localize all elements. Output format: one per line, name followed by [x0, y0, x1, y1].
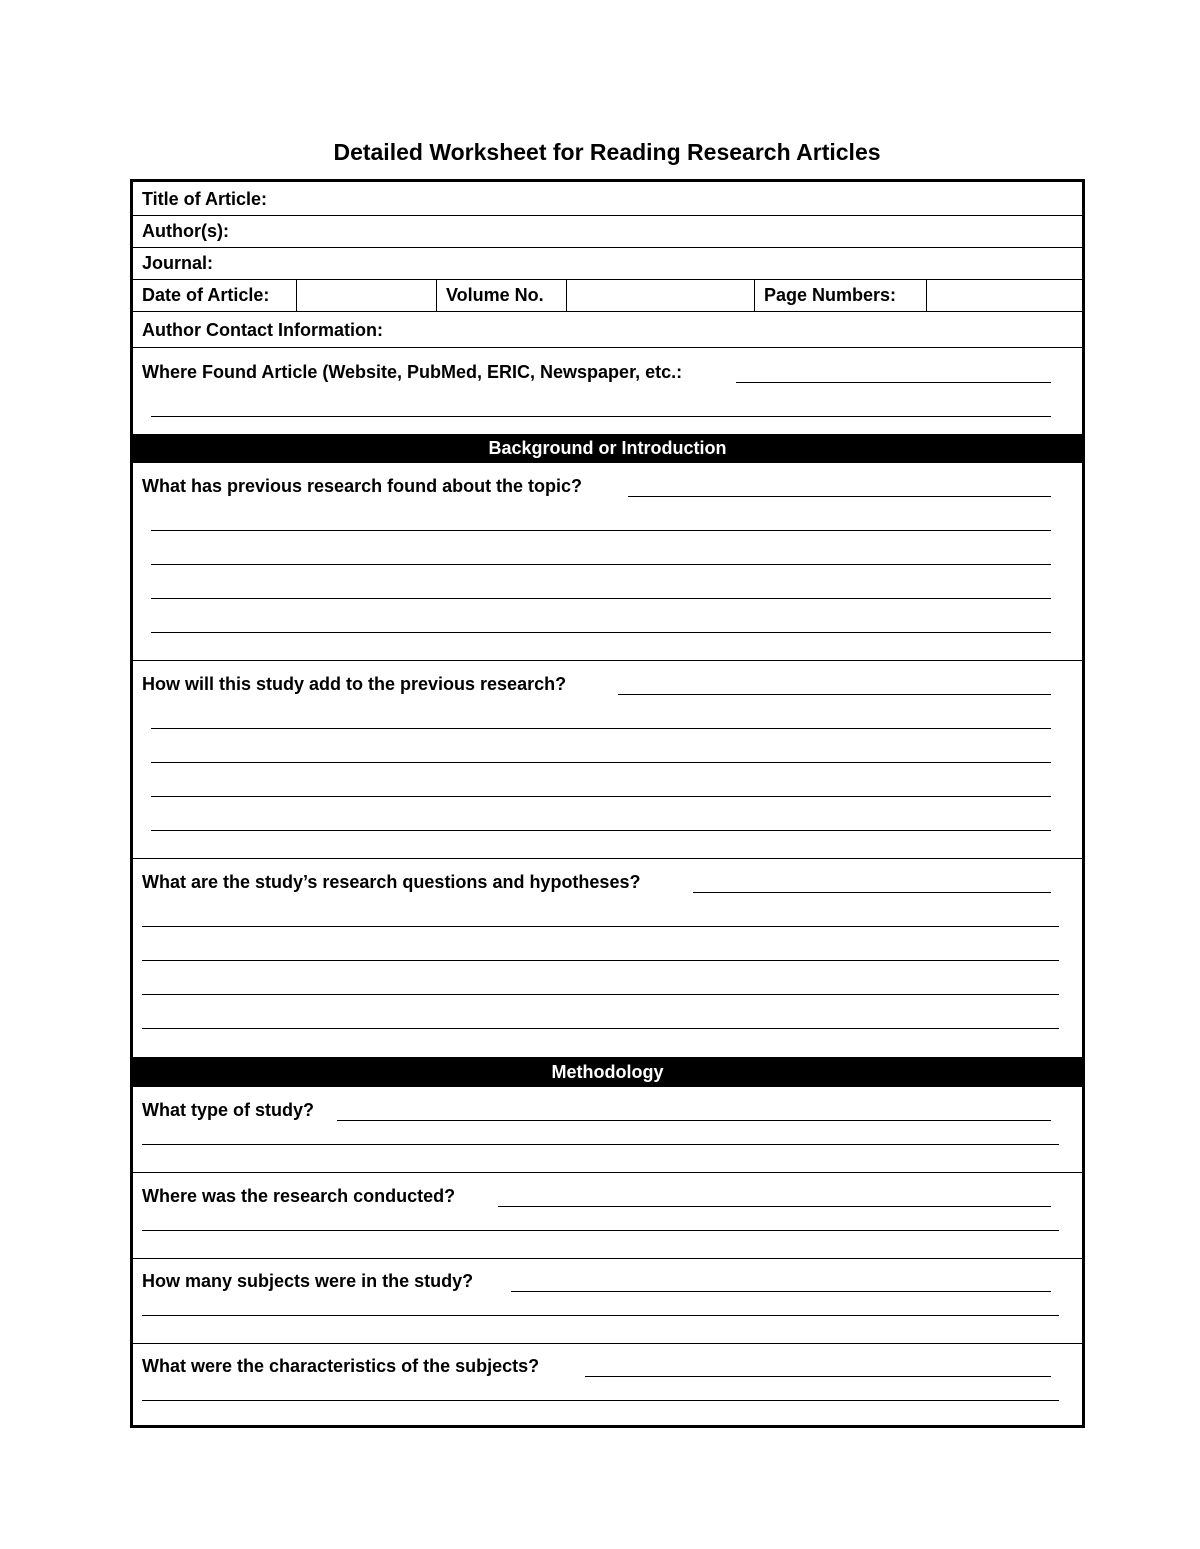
authors-row[interactable] [133, 216, 1082, 248]
background-section-header: Background or Introduction [133, 434, 1082, 463]
where-found-row [133, 348, 1082, 434]
title-of-article-row[interactable] [133, 182, 1082, 216]
journal-label: Journal: [142, 253, 214, 273]
answer-line[interactable] [142, 1028, 1059, 1029]
previous-research-question [133, 463, 1082, 661]
answer-line[interactable] [151, 830, 1051, 831]
question-label: How many subjects were in the study? [142, 1271, 474, 1291]
volume-no-field[interactable] [566, 280, 754, 311]
worksheet-form [130, 179, 1085, 1428]
date-label-cell [133, 280, 296, 311]
answer-line[interactable] [151, 762, 1051, 763]
answer-line[interactable] [151, 632, 1051, 633]
subject-characteristics-question [133, 1344, 1082, 1428]
answer-line[interactable] [628, 496, 1051, 497]
journal-row[interactable] [133, 248, 1082, 280]
pages-label-cell [754, 280, 926, 311]
research-questions-question [133, 859, 1082, 1058]
authors-label: Author(s): [142, 221, 229, 241]
answer-line[interactable] [142, 960, 1059, 961]
answer-line[interactable] [142, 1230, 1059, 1231]
answer-line[interactable] [151, 530, 1051, 531]
subject-count-question [133, 1259, 1082, 1344]
answer-line[interactable] [142, 1315, 1059, 1316]
answer-line[interactable] [693, 892, 1051, 893]
date-of-article-label: Date of Article: [142, 285, 270, 305]
research-location-question [133, 1173, 1082, 1259]
question-label: Where was the research conducted? [142, 1186, 456, 1206]
answer-line[interactable] [498, 1206, 1051, 1207]
title-of-article-label: Title of Article: [142, 189, 268, 209]
volume-label-cell [436, 280, 566, 311]
author-contact-row[interactable] [133, 312, 1082, 348]
date-volume-pages-row [133, 280, 1082, 312]
answer-line[interactable] [151, 416, 1051, 417]
answer-line[interactable] [142, 926, 1059, 927]
study-contribution-question [133, 661, 1082, 859]
answer-line[interactable] [142, 1400, 1059, 1401]
answer-line[interactable] [151, 796, 1051, 797]
answer-line[interactable] [151, 598, 1051, 599]
answer-line[interactable] [337, 1120, 1051, 1121]
answer-line[interactable] [585, 1376, 1051, 1377]
answer-line[interactable] [142, 994, 1059, 995]
question-label: How will this study add to the previous research? [142, 674, 567, 694]
answer-line[interactable] [142, 1144, 1059, 1145]
where-found-answer-line[interactable] [736, 382, 1051, 383]
page-title: Detailed Worksheet for Reading Research Articles [333, 139, 881, 165]
question-label: What were the characteristics of the subjects? [142, 1356, 540, 1376]
answer-line[interactable] [151, 564, 1051, 565]
methodology-section-header: Methodology [133, 1058, 1082, 1087]
author-contact-label: Author Contact Information: [142, 320, 383, 340]
page-numbers-label: Page Numbers: [764, 285, 897, 305]
question-label: What type of study? [142, 1100, 314, 1120]
volume-no-label: Volume No. [446, 285, 544, 305]
answer-line[interactable] [511, 1291, 1051, 1292]
question-label: What has previous research found about the topic? [142, 476, 583, 496]
where-found-label: Where Found Article (Website, PubMed, ERIC, Newspaper, etc.: [142, 362, 683, 382]
question-label: What are the study’s research questions and hypotheses? [142, 872, 641, 892]
date-of-article-field[interactable] [296, 280, 436, 311]
page-numbers-field[interactable] [926, 280, 1082, 311]
answer-line[interactable] [618, 694, 1051, 695]
answer-line[interactable] [151, 728, 1051, 729]
study-type-question [133, 1087, 1082, 1173]
